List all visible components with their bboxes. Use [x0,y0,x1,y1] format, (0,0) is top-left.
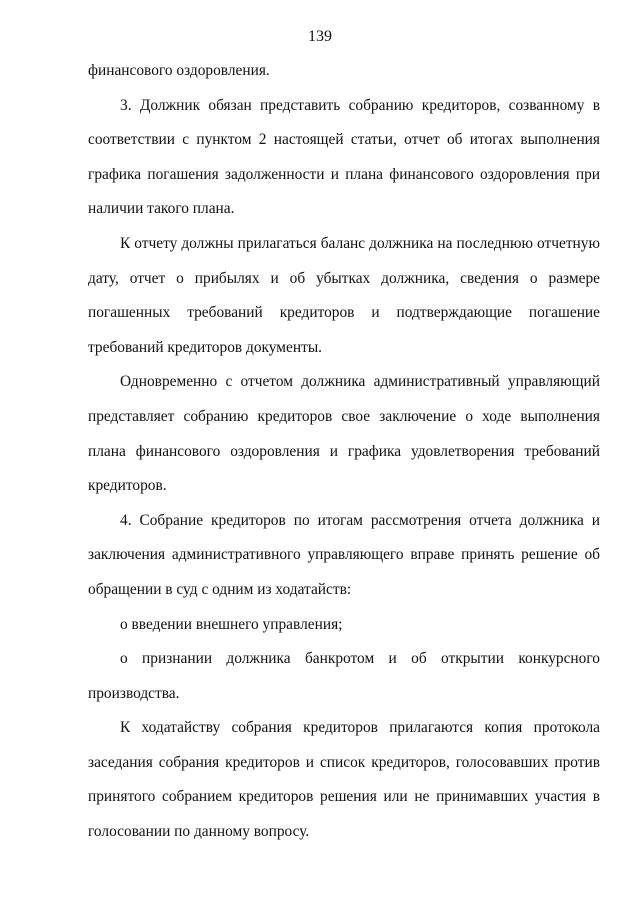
body-text [88,54,600,850]
text-line: производства. [88,684,180,702]
text-line: о признании должника банкротом и об открытии конкурсного [120,650,600,668]
text-line: К ходатайству собрания кредиторов прилагаются копия протокола [120,719,600,737]
text-line: заседания собрания кредиторов и список кредиторов, голосовавших против [88,753,600,771]
text-line: о введении внешнего управления; [120,615,343,633]
page-number: 139 [308,28,332,45]
text-line: заключения административного управляющего вправе принять решение об [88,546,600,564]
text-line: К отчету должны прилагаться баланс должника на последнюю отчетную [120,234,600,252]
text-line: наличии такого плана. [88,200,235,218]
text-line: 4. Собрание кредиторов по итогам рассмотрения отчета должника и [120,511,600,529]
text-line: представляет собранию кредиторов свое заключение о ходе выполнения [88,407,600,425]
text-line: соответствии с пунктом 2 настоящей статьи, отчет об итогах выполнения [88,131,600,149]
text-line: голосовании по данному вопросу. [88,823,310,841]
text-line: погашенных требований кредиторов и подтверждающие погашение [88,304,600,322]
text-line: плана финансового оздоровления и графика удовлетворения требований [88,442,600,460]
text-line: принятого собранием кредиторов решения или не принимавших участия в [88,788,600,806]
text-line: кредиторов. [88,477,167,495]
text-line: обращении в суд с одним из ходатайств: [88,580,352,598]
text-line: требований кредиторов документы. [88,338,323,356]
text-line: финансового оздоровления. [88,62,270,79]
text-line: Одновременно с отчетом должника административный управляющий [120,373,600,391]
text-line: дату, отчет о прибылях и об убытках должника, сведения о размере [88,269,600,287]
text-line: графика погашения задолженности и плана финансового оздоровления при [88,165,600,183]
text-line: 3. Должник обязан представить собранию кредиторов, созванному в [120,96,600,114]
